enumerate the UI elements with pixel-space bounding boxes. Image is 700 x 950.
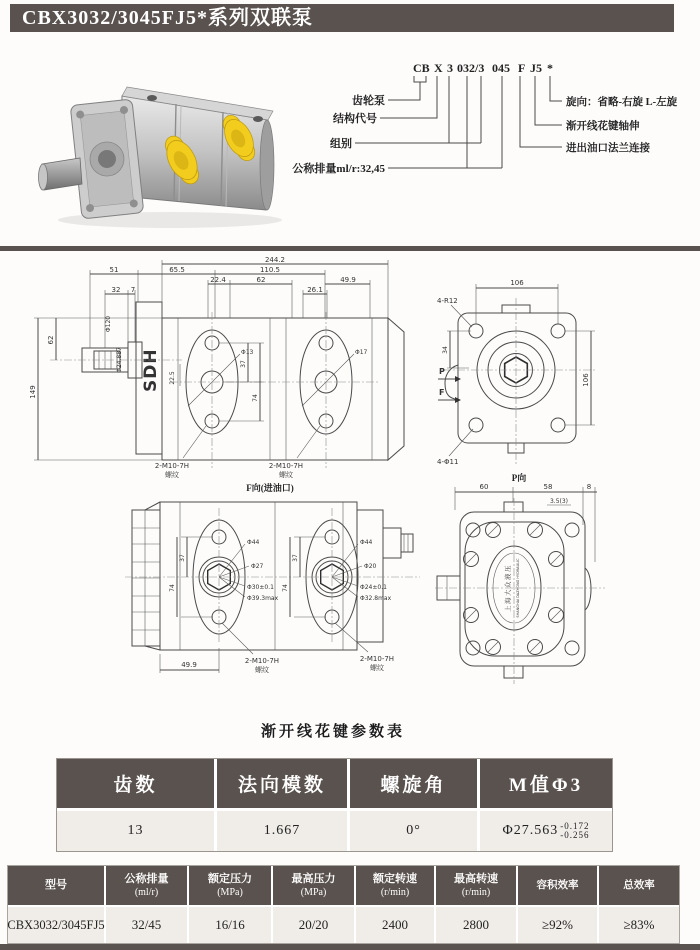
code-part-3: 3 [447, 61, 453, 75]
rear-brand-en: SHANGHAI DAZHONG HYDRAULIC [516, 558, 520, 618]
rear-bolts [464, 523, 564, 655]
spec-header-model: 型号 [8, 866, 104, 905]
spec-value-rated-pressure: 16/16 [189, 907, 271, 943]
port2-dia24: Φ24±0.1 [360, 584, 387, 591]
dim-3-5: 3.5(3) [549, 498, 569, 505]
port1-dim-74: 74 [169, 584, 176, 592]
dim-49-9: 49.9 [340, 276, 356, 284]
label-structure-code: 结构代号 [333, 113, 377, 125]
m-base: Φ27.563 [502, 823, 559, 838]
spec-header-rated-speed: 额定转速 (r/min) [356, 866, 434, 905]
top-thread-2: 2-M10-7H [359, 655, 395, 663]
model-code-diagram [270, 56, 700, 191]
port2-dia20: Φ20 [364, 563, 377, 570]
dim-34: 34 [442, 346, 449, 354]
spec-value-vol-efficiency: ≥92% [518, 907, 597, 943]
code-part-cb: CB [413, 61, 430, 75]
code-part-032-3: 032/3 [457, 61, 485, 75]
dim-26-1: 26.1 [307, 286, 323, 294]
top-plug [147, 95, 157, 101]
spec-header-displacement: 公称排量 (ml/r) [106, 866, 187, 905]
spec-value-model: CBX3032/3045FJ5 [8, 907, 104, 943]
spline-table [56, 758, 613, 852]
dim-8: 8 [586, 483, 592, 491]
mounting-flange [70, 99, 144, 219]
port1-dia39: Φ39.3max [247, 595, 279, 602]
m-tol-lower: -0.256 [560, 830, 590, 840]
spec-table [7, 865, 680, 944]
spec-header-total-efficiency: 总效率 [599, 866, 679, 905]
footer-bar [0, 944, 700, 950]
arrow-p-label: P [439, 367, 445, 376]
port1-dia44: Φ44 [247, 539, 260, 546]
label-group: 组别 [330, 138, 352, 150]
dim-shaft-dia: Φ24.887 [116, 347, 123, 373]
dim-height-106: 106 [582, 373, 590, 387]
spline-value-teeth: 13 [57, 811, 214, 851]
thread-callout-1-sub: 螺纹 [165, 471, 179, 479]
drawing-rear-view [435, 470, 665, 695]
top-thread-1: 2-M10-7H [244, 657, 280, 665]
port2-dim-74: 74 [282, 584, 289, 592]
spec-value-max-pressure: 20/20 [273, 907, 354, 943]
dim-58: 58 [543, 483, 553, 491]
port2-dia32: Φ32.8max [360, 595, 392, 602]
dim-phi13: Φ13 [241, 349, 254, 356]
spec-value-total-efficiency: ≥83% [599, 907, 679, 943]
dim-width-106: 106 [510, 279, 524, 287]
spec-header-rated-pressure: 额定压力 (MPa) [189, 866, 271, 905]
code-part-x: X [434, 61, 443, 75]
dim-37: 37 [240, 360, 247, 368]
spec-header-max-pressure: 最高压力 (MPa) [273, 866, 354, 905]
spline-value-mvalue [480, 811, 612, 851]
port1-dia27: Φ27 [251, 563, 264, 570]
dim-7: 7 [130, 286, 136, 294]
code-part-star: * [547, 61, 553, 75]
page-title: CBX3032/3045FJ5*系列双联泵 [10, 4, 674, 32]
mount-holes-callout: 4-Φ11 [437, 458, 459, 466]
spline-value-module: 1.667 [217, 811, 347, 851]
view-label-p: P向 [511, 473, 527, 483]
spline-header-module: 法向模数 [217, 759, 347, 808]
code-part-f: F [518, 61, 526, 75]
thread-callout-2-sub: 螺纹 [279, 471, 293, 479]
corner-radius-callout: 4-R12 [437, 297, 458, 305]
dim-49-9-bottom: 49.9 [181, 661, 197, 669]
spec-header-vol-efficiency: 容积效率 [518, 866, 597, 905]
port1-dia30: Φ30±0.1 [247, 584, 274, 591]
spline-value-helix: 0° [350, 811, 477, 851]
thread-callout-1: 2-M10-7H [154, 462, 190, 470]
code-part-j5: J5 [530, 61, 542, 75]
dim-65-5: 65.5 [169, 266, 185, 274]
top-thread-1-sub: 螺纹 [255, 666, 269, 674]
drive-shaft [42, 158, 82, 190]
spec-value-rated-speed: 2400 [356, 907, 434, 943]
dim-pilot-dia: Φ120 [105, 315, 112, 333]
dim-149: 149 [29, 385, 37, 399]
port1-dim-37: 37 [179, 554, 186, 562]
label-rotation: 旋向：省略-右旋 L-左旋 [566, 97, 678, 108]
brand-sdh: SDH [141, 348, 161, 392]
spline-header-mvalue: M值Φ3 [480, 759, 612, 808]
spline-header-teeth: 齿数 [57, 759, 214, 808]
code-part-045: 045 [492, 61, 510, 75]
label-flange-connection: 进出油口法兰连接 [566, 143, 650, 154]
dim-51: 51 [109, 266, 119, 274]
port2-dia44: Φ44 [360, 539, 373, 546]
spline-header-helix: 螺旋角 [350, 759, 477, 808]
spec-value-displacement: 32/45 [106, 907, 187, 943]
dim-32: 32 [111, 286, 121, 294]
spec-value-max-speed: 2800 [436, 907, 516, 943]
dim-110-5: 110.5 [259, 266, 281, 274]
view-label-f: F向(进油口) [246, 483, 294, 493]
drawing-front-view [435, 258, 700, 488]
spline-table-title: 渐开线花键参数表 [260, 724, 405, 740]
dim-22-4: 22.4 [210, 276, 226, 284]
dim-60: 60 [479, 483, 489, 491]
section-divider [0, 246, 700, 251]
arrow-f-label: F [439, 388, 445, 397]
label-spline-shaft: 渐开线花键轴伸 [566, 121, 640, 132]
port2-dim-37: 37 [292, 554, 299, 562]
label-displacement: 公称排量ml/r:32,45 [292, 163, 385, 175]
label-gear-pump: 齿轮泵 [352, 95, 385, 107]
top-plug [253, 116, 263, 122]
drawing-top-view [85, 480, 445, 695]
dim-overall: 244.2 [264, 256, 286, 264]
shaft-end [39, 164, 48, 190]
m-tol-upper: -0.172 [560, 821, 590, 831]
dim-62-left: 62 [47, 335, 55, 345]
rear-brand-cn: 上海大众液压 [504, 564, 512, 612]
spec-header-max-speed: 最高转速 (r/min) [436, 866, 516, 905]
top-thread-2-sub: 螺纹 [370, 664, 384, 672]
dim-22-5: 22.5 [169, 371, 176, 385]
dim-74: 74 [252, 394, 259, 402]
drawing-side-view [20, 252, 440, 492]
thread-callout-2: 2-M10-7H [268, 462, 304, 470]
dim-phi17: Φ17 [355, 349, 368, 356]
dim-62-top: 62 [256, 276, 266, 284]
